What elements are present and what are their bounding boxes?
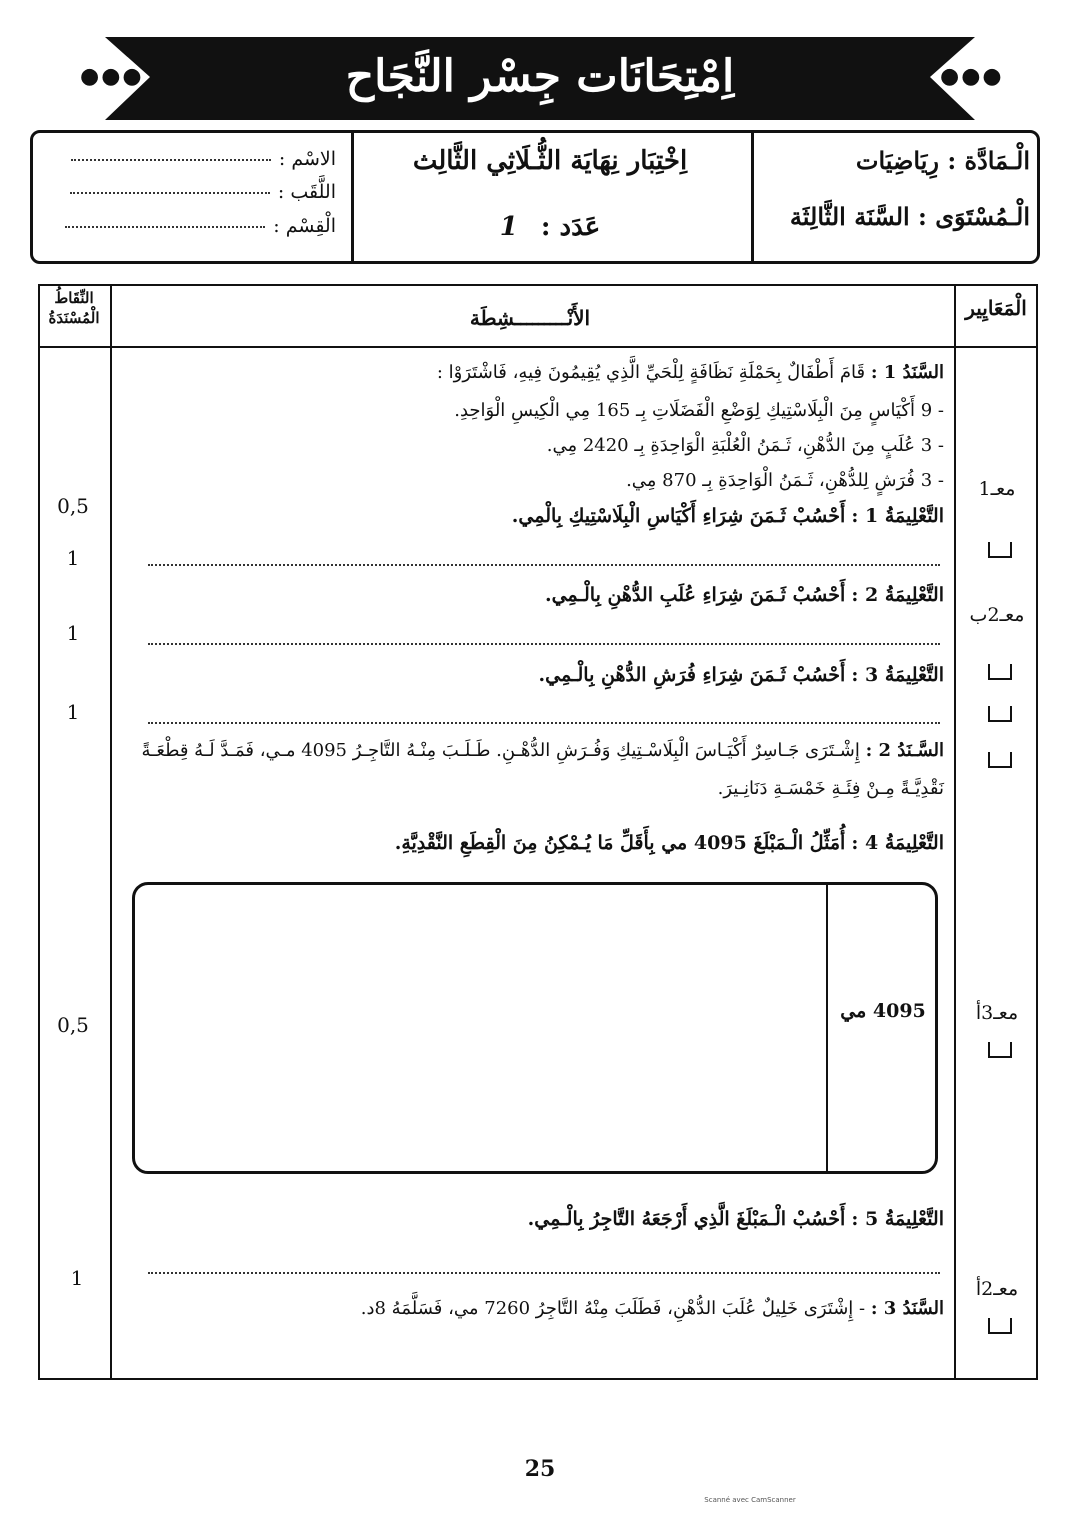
sanad1-head: السَّنَدُ 1 : — [870, 362, 944, 383]
instruction-2-text: أَحْسُبْ ثَـمَنَ شِرَاءِ عُلَبِ الدُّهْنِ بِالْـمِي. — [544, 584, 846, 606]
points-1: 0,5 — [57, 494, 89, 518]
instruction-1 — [512, 505, 944, 527]
name-label: الاسْم : — [278, 148, 336, 170]
criterion-1-checkbox[interactable] — [988, 542, 1012, 558]
banner-right-dots: ●●● — [940, 64, 1004, 89]
instruction-5-text: أَحْسُبْ الْـمَبْلَغَ الَّذِي أَرْجَعَهُ التَّاجِرُ بِالْـمِي. — [527, 1208, 846, 1230]
sanad1-item2: - 3 عُلَبٍ مِنَ الدُّهْنِ، ثَـمَنُ الْعُلْبَةِ الْوَاحِدَةِ بِـ 2420 مِي. — [546, 435, 944, 456]
exam-number-label: عَدَد : — [540, 212, 601, 242]
instruction-4-text: أُمَثِّلُ الْـمَبْلَغَ 4095 مي بِأَقَلِّ مَا يُـمْكِنُ مِنَ الْقِطَعِ النَّقْدِيَّةِ. — [394, 832, 846, 854]
criterion-2b-checkbox-1[interactable] — [988, 664, 1012, 680]
exam-number — [460, 212, 640, 242]
criterion-3a: معـ3أ — [975, 1002, 1019, 1024]
exam-title: اِخْتِبَار نِهَايَة الثُّـلَاثِي الثَّالِث — [412, 146, 688, 176]
instruction-1-text: أَحْسُبْ ثَـمَنَ شِرَاءِ أَكْيَاسِ الْبِلَاسْتِيكِ بِالْمِي. — [511, 505, 846, 527]
banner-title: اِمْتِحَانَات جِسْر النَّجَاح — [345, 51, 735, 102]
sanad1-text: قَامَ أَطْفَالٌ بِحَمْلَةِ نَظَافَةٍ لِلْحَيِّ الَّذِي يُقِيمُونَ فِيهِ، فَاشْتَرَوْا : — [436, 362, 866, 383]
sanad1-item1: - 9 أَكْيَاسٍ مِنَ الْبِلَاسْتِيكِ لِوَضْعِ الْفَضَلَاتِ بِـ 165 مِي الْكِيسِ الْوَاحِدِ. — [454, 400, 944, 421]
criterion-2b-checkbox-2[interactable] — [988, 706, 1012, 722]
answer-line-1[interactable] — [148, 564, 940, 566]
instruction-4-head: التَّعْلِيمَةُ 4 : — [851, 832, 944, 854]
banner-left-dots: ●●● — [80, 64, 144, 89]
instruction-2-head: التَّعْلِيمَةُ 2 : — [851, 584, 944, 606]
answer-line-2[interactable] — [148, 643, 940, 645]
sanad2-line1: إِشْـتَرَى جَـاسِرٌ أَكْيَـاسَ الْبِلَاسْـتِيكِ وَفُـرَشِ الدُّهْـنِ. طَـلَـبَ مِنْـهُ التَّاجِـرُ 4095 مـي، فَمَـدَّ لَـهُ قِطْعَـةً — [141, 740, 860, 761]
instruction-4 — [395, 832, 944, 854]
coins-answer-box[interactable] — [132, 882, 938, 1174]
sanad2 — [141, 740, 944, 761]
col-activities-header: الأَنْـــــــــشِطَة — [469, 306, 591, 330]
instruction-1-head: التَّعْلِيمَةُ 1 : — [851, 505, 944, 527]
criterion-2b-checkbox-3[interactable] — [988, 752, 1012, 768]
subject-label: الْـمَادَّة : رِيَاضِيَات — [855, 146, 1030, 175]
points-6: 1 — [70, 1266, 84, 1290]
class-field[interactable] — [56, 215, 336, 237]
instruction-5 — [528, 1208, 944, 1230]
exam-number-value: 1 — [499, 212, 518, 242]
points-3: 1 — [66, 621, 80, 645]
surname-label: اللَّقَب : — [277, 181, 336, 203]
sanad1 — [437, 362, 944, 383]
answer-box-divider — [826, 884, 828, 1172]
instruction-3-text: أَحْسُبْ ثَـمَنَ شِرَاءِ فُرَشِ الدُّهْنِ بِالْـمِي. — [538, 664, 846, 686]
level-label: الْـمُسْتَوَى : السَّنَة الثَّالِثَة — [789, 202, 1030, 231]
sanad3-text: - إِشْتَرَى خَلِيلٌ عُلَبَ الدُّهْنِ، فَطَلَبَ مِنْهُ التَّاجِرُ 7260 مي، فَسَلَّمَهُ 8د. — [360, 1298, 866, 1319]
points-2: 1 — [66, 546, 80, 570]
sanad2-line2: نَقْدِيَّـةً مِـنْ فِئَـةِ خَمْسَـةِ دَنَانِـيرَ. — [717, 778, 944, 799]
instruction-3-head: التَّعْلِيمَةُ 3 : — [851, 664, 944, 686]
sanad1-item3: - 3 فُرَشٍ لِلدُّهْنِ، ثَـمَنُ الْوَاحِدَةِ بِـ 870 مِي. — [626, 470, 944, 491]
instruction-3 — [539, 664, 944, 686]
name-field[interactable] — [56, 148, 336, 170]
sanad3 — [361, 1298, 944, 1319]
instruction-5-head: التَّعْلِيمَةُ 5 : — [851, 1208, 944, 1230]
points-4: 1 — [66, 700, 80, 724]
criterion-2a-checkbox[interactable] — [988, 1318, 1012, 1334]
criterion-2a: معـ2أ — [975, 1278, 1019, 1300]
criterion-1: معـ1 — [978, 478, 1016, 500]
criterion-3a-checkbox[interactable] — [988, 1042, 1012, 1058]
scan-watermark: Scanné avec CamScanner — [704, 1496, 796, 1504]
page-number: 25 — [524, 1456, 556, 1482]
instruction-2 — [545, 584, 944, 606]
surname-field[interactable] — [56, 181, 336, 203]
criterion-2b: معـ2ب — [969, 604, 1025, 626]
class-label: الْقِسْم : — [273, 215, 336, 237]
answer-line-5[interactable] — [148, 1272, 940, 1274]
col-criteria-header: الْمَعَايِير — [965, 296, 1027, 320]
answer-line-3[interactable] — [148, 722, 940, 724]
sanad3-head: السَّنَدُ 3 : — [870, 1298, 944, 1319]
points-5: 0,5 — [57, 1013, 89, 1037]
box-amount: 4095 مي — [840, 1000, 926, 1022]
sanad2-head: السَّـنَدُ 2 : — [865, 740, 944, 761]
col-points-header: النِّقَاطُ الْمُسْنَدَةُ — [48, 289, 100, 327]
